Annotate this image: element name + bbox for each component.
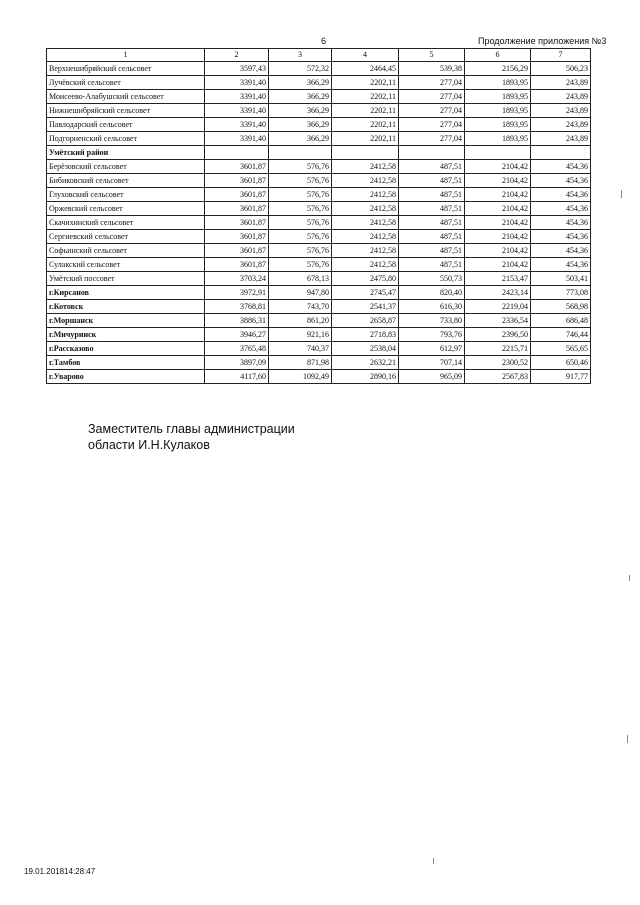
cell-col-7: 454,36 — [531, 258, 591, 272]
cell-col-5: 707,14 — [399, 356, 465, 370]
row-name: Умётский район — [47, 146, 205, 160]
table-row — [47, 216, 591, 230]
cell-col-5: 277,04 — [399, 132, 465, 146]
cell-col-3: 576,76 — [269, 160, 332, 174]
cell-col-7: 746,44 — [531, 328, 591, 342]
cell-col-2: 3601,87 — [205, 230, 269, 244]
signature-block — [88, 421, 295, 453]
table-row — [47, 62, 591, 76]
cell-col-7: 650,46 — [531, 356, 591, 370]
cell-col-7: 773,08 — [531, 286, 591, 300]
row-name: Скачихинский сельсовет — [47, 216, 205, 230]
cell-col-2: 3601,87 — [205, 188, 269, 202]
cell-col-3: 366,29 — [269, 90, 332, 104]
cell-col-3: 740,37 — [269, 342, 332, 356]
cell-col-2: 3391,40 — [205, 118, 269, 132]
cell-col-4: 2202,11 — [332, 118, 399, 132]
table-row — [47, 76, 591, 90]
table-row — [47, 300, 591, 314]
cell-col-4: 2658,87 — [332, 314, 399, 328]
cell-col-2: 3601,87 — [205, 202, 269, 216]
cell-col-4: 2412,58 — [332, 216, 399, 230]
cell-col-5 — [399, 146, 465, 160]
row-name: Нижнешибряйский сельсовет — [47, 104, 205, 118]
row-name: Умётский поссовет — [47, 272, 205, 286]
table-row — [47, 118, 591, 132]
cell-col-4: 2890,16 — [332, 370, 399, 384]
cell-col-5: 820,40 — [399, 286, 465, 300]
cell-col-4: 2412,58 — [332, 174, 399, 188]
cell-col-5: 277,04 — [399, 104, 465, 118]
cell-col-3: 576,76 — [269, 188, 332, 202]
cell-col-7: 503,41 — [531, 272, 591, 286]
row-name: Сергиевский сельсовет — [47, 230, 205, 244]
cell-col-6: 1893,95 — [465, 104, 531, 118]
table-header-row — [47, 49, 591, 62]
table-row — [47, 90, 591, 104]
cell-col-7: 506,23 — [531, 62, 591, 76]
cell-col-5: 793,76 — [399, 328, 465, 342]
table-row — [47, 202, 591, 216]
cell-col-6: 2104,42 — [465, 258, 531, 272]
cell-col-7: 454,36 — [531, 188, 591, 202]
appendix-label: Продолжение приложения №3 — [478, 36, 607, 46]
cell-col-6: 2300,52 — [465, 356, 531, 370]
cell-col-5: 277,04 — [399, 90, 465, 104]
cell-col-3 — [269, 146, 332, 160]
cell-col-2: 3897,09 — [205, 356, 269, 370]
row-name: г.Уварово — [47, 370, 205, 384]
cell-col-3: 921,16 — [269, 328, 332, 342]
column-header: 5 — [399, 49, 465, 62]
column-header: 2 — [205, 49, 269, 62]
cell-col-4: 2412,58 — [332, 258, 399, 272]
row-name: г.Тамбов — [47, 356, 205, 370]
row-name: г.Кирсанов — [47, 286, 205, 300]
cell-col-7: 917,77 — [531, 370, 591, 384]
cell-col-3: 366,29 — [269, 76, 332, 90]
cell-col-5: 487,51 — [399, 258, 465, 272]
cell-col-7: 243,89 — [531, 118, 591, 132]
cell-col-2: 3597,43 — [205, 62, 269, 76]
cell-col-7: 243,89 — [531, 132, 591, 146]
cell-col-4: 2464,45 — [332, 62, 399, 76]
row-name: г.Рассказово — [47, 342, 205, 356]
table-row — [47, 258, 591, 272]
cell-col-5: 612,97 — [399, 342, 465, 356]
table-row — [47, 160, 591, 174]
cell-col-3: 576,76 — [269, 230, 332, 244]
cell-col-6: 2396,50 — [465, 328, 531, 342]
cell-col-2: 3391,40 — [205, 104, 269, 118]
cell-col-3: 576,76 — [269, 258, 332, 272]
cell-col-7: 243,89 — [531, 90, 591, 104]
cell-col-7 — [531, 146, 591, 160]
row-name: Софьинский сельсовет — [47, 244, 205, 258]
cell-col-6: 2156,29 — [465, 62, 531, 76]
row-name: Верхнешибряйский сельсовет — [47, 62, 205, 76]
cell-col-5: 550,73 — [399, 272, 465, 286]
table-row — [47, 188, 591, 202]
cell-col-4: 2412,58 — [332, 230, 399, 244]
cell-col-3: 861,20 — [269, 314, 332, 328]
cell-col-5: 733,80 — [399, 314, 465, 328]
cell-col-5: 487,51 — [399, 230, 465, 244]
column-header: 1 — [47, 49, 205, 62]
signature-name: области И.Н.Кулаков — [88, 438, 210, 452]
cell-col-4: 2412,58 — [332, 188, 399, 202]
cell-col-3: 576,76 — [269, 202, 332, 216]
cell-col-7: 454,36 — [531, 160, 591, 174]
cell-col-3: 743,70 — [269, 300, 332, 314]
cell-col-7: 454,36 — [531, 202, 591, 216]
table-row — [47, 272, 591, 286]
cell-col-7: 454,36 — [531, 244, 591, 258]
cell-col-7: 454,36 — [531, 216, 591, 230]
table-row — [47, 328, 591, 342]
cell-col-2: 3391,40 — [205, 90, 269, 104]
row-name: Берёзовский сельсовет — [47, 160, 205, 174]
cell-col-5: 616,30 — [399, 300, 465, 314]
row-name: г.Котовск — [47, 300, 205, 314]
cell-col-4: 2202,11 — [332, 132, 399, 146]
cell-col-3: 366,29 — [269, 104, 332, 118]
cell-col-7: 243,89 — [531, 76, 591, 90]
cell-col-5: 487,51 — [399, 216, 465, 230]
table-row — [47, 286, 591, 300]
cell-col-5: 487,51 — [399, 174, 465, 188]
cell-col-2: 3601,87 — [205, 174, 269, 188]
cell-col-2: 3391,40 — [205, 132, 269, 146]
row-name: Подгорненский сельсовет — [47, 132, 205, 146]
cell-col-3: 576,76 — [269, 216, 332, 230]
cell-col-3: 366,29 — [269, 118, 332, 132]
cell-col-7: 243,89 — [531, 104, 591, 118]
cell-col-4: 2538,04 — [332, 342, 399, 356]
cell-col-4: 2412,58 — [332, 244, 399, 258]
cell-col-2: 3886,31 — [205, 314, 269, 328]
table-row — [47, 314, 591, 328]
row-name: Сулакский сельсовет — [47, 258, 205, 272]
cell-col-7: 454,36 — [531, 230, 591, 244]
table-row — [47, 174, 591, 188]
signature-title: Заместитель главы администрации — [88, 422, 295, 436]
table-row — [47, 104, 591, 118]
row-name: г.Мичуринск — [47, 328, 205, 342]
column-header: 6 — [465, 49, 531, 62]
cell-col-4: 2202,11 — [332, 90, 399, 104]
table-row — [47, 356, 591, 370]
scan-mark — [621, 190, 622, 198]
cell-col-4: 2632,21 — [332, 356, 399, 370]
cell-col-5: 965,09 — [399, 370, 465, 384]
column-header: 4 — [332, 49, 399, 62]
cell-col-2: 3768,81 — [205, 300, 269, 314]
row-name: Глуховский сельсовет — [47, 188, 205, 202]
cell-col-7: 686,48 — [531, 314, 591, 328]
cell-col-6: 1893,95 — [465, 132, 531, 146]
cell-col-6: 2423,14 — [465, 286, 531, 300]
column-header: 7 — [531, 49, 591, 62]
row-name: Павлодарский сельсовет — [47, 118, 205, 132]
cell-col-5: 277,04 — [399, 118, 465, 132]
cell-col-2: 3946,27 — [205, 328, 269, 342]
table-body — [47, 49, 591, 384]
cell-col-3: 576,76 — [269, 244, 332, 258]
row-name: г.Моршанск — [47, 314, 205, 328]
section-row — [47, 146, 591, 160]
scan-mark — [627, 735, 628, 743]
data-table — [46, 48, 591, 384]
cell-col-6: 2215,71 — [465, 342, 531, 356]
row-name: Оржевский сельсовет — [47, 202, 205, 216]
cell-col-2: 3765,48 — [205, 342, 269, 356]
cell-col-6: 2336,54 — [465, 314, 531, 328]
cell-col-7: 454,36 — [531, 174, 591, 188]
cell-col-4: 2718,83 — [332, 328, 399, 342]
row-name: Моисеево-Алабушский сельсовет — [47, 90, 205, 104]
cell-col-4: 2541,37 — [332, 300, 399, 314]
row-name: Лучёвский сельсовет — [47, 76, 205, 90]
cell-col-6: 1893,95 — [465, 76, 531, 90]
cell-col-6: 2104,42 — [465, 202, 531, 216]
cell-col-5: 487,51 — [399, 244, 465, 258]
scan-mark — [629, 575, 630, 581]
cell-col-6: 2104,42 — [465, 174, 531, 188]
cell-col-2: 3601,87 — [205, 258, 269, 272]
table-row — [47, 230, 591, 244]
cell-col-4: 2202,11 — [332, 76, 399, 90]
cell-col-2: 3601,87 — [205, 216, 269, 230]
cell-col-3: 572,32 — [269, 62, 332, 76]
cell-col-4: 2202,11 — [332, 104, 399, 118]
cell-col-4: 2412,58 — [332, 202, 399, 216]
cell-col-4: 2745,47 — [332, 286, 399, 300]
scan-mark — [433, 858, 434, 864]
cell-col-3: 576,76 — [269, 174, 332, 188]
column-header: 3 — [269, 49, 332, 62]
table-row — [47, 342, 591, 356]
cell-col-7: 565,65 — [531, 342, 591, 356]
cell-col-6: 2567,83 — [465, 370, 531, 384]
print-timestamp: 19.01.201814:28:47 — [24, 867, 96, 876]
page-number: 6 — [321, 36, 327, 46]
cell-col-6: 2104,42 — [465, 230, 531, 244]
cell-col-2: 3391,40 — [205, 76, 269, 90]
table-row — [47, 132, 591, 146]
cell-col-2 — [205, 146, 269, 160]
cell-col-5: 277,04 — [399, 76, 465, 90]
cell-col-7: 568,98 — [531, 300, 591, 314]
cell-col-6: 1893,95 — [465, 90, 531, 104]
cell-col-5: 539,38 — [399, 62, 465, 76]
row-name: Бибиковский сельсовет — [47, 174, 205, 188]
cell-col-6: 2104,42 — [465, 160, 531, 174]
cell-col-4: 2475,80 — [332, 272, 399, 286]
cell-col-4: 2412,58 — [332, 160, 399, 174]
table-row — [47, 370, 591, 384]
cell-col-3: 366,29 — [269, 132, 332, 146]
cell-col-6: 1893,95 — [465, 118, 531, 132]
cell-col-6: 2104,42 — [465, 244, 531, 258]
cell-col-5: 487,51 — [399, 202, 465, 216]
cell-col-6: 2219,04 — [465, 300, 531, 314]
cell-col-3: 871,98 — [269, 356, 332, 370]
cell-col-3: 947,80 — [269, 286, 332, 300]
cell-col-3: 1092,49 — [269, 370, 332, 384]
cell-col-2: 3601,87 — [205, 244, 269, 258]
cell-col-6: 2153,47 — [465, 272, 531, 286]
cell-col-4 — [332, 146, 399, 160]
cell-col-5: 487,51 — [399, 160, 465, 174]
cell-col-2: 3601,87 — [205, 160, 269, 174]
cell-col-6 — [465, 146, 531, 160]
cell-col-6: 2104,42 — [465, 188, 531, 202]
cell-col-5: 487,51 — [399, 188, 465, 202]
cell-col-2: 3972,91 — [205, 286, 269, 300]
cell-col-6: 2104,42 — [465, 216, 531, 230]
cell-col-2: 4117,60 — [205, 370, 269, 384]
cell-col-3: 678,13 — [269, 272, 332, 286]
table-row — [47, 244, 591, 258]
cell-col-2: 3703,24 — [205, 272, 269, 286]
